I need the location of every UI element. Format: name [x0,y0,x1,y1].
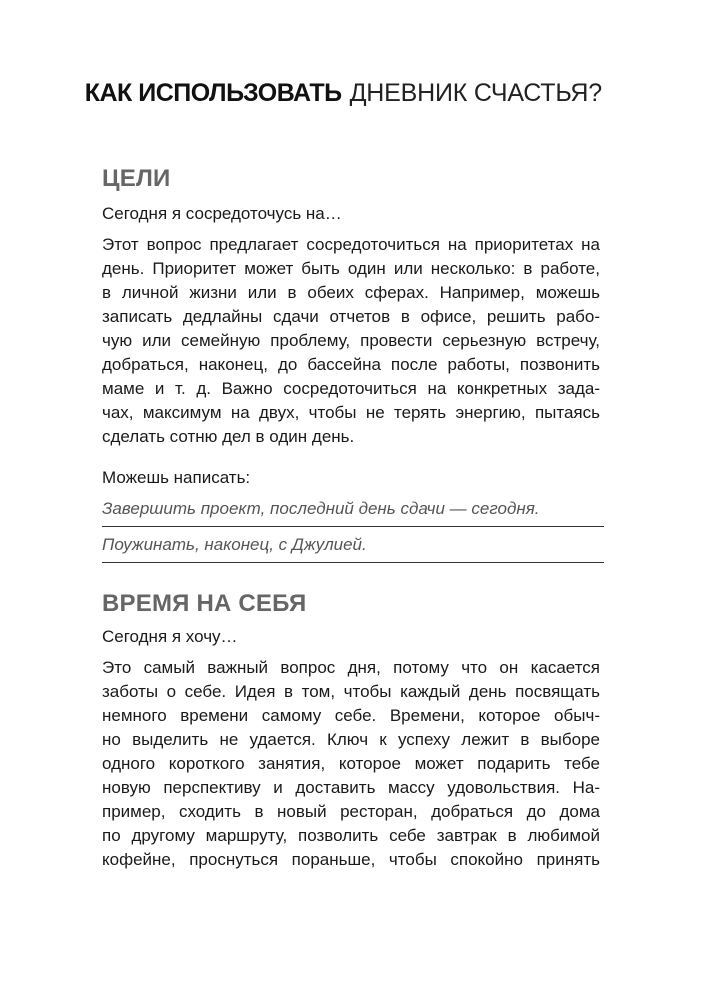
paragraph-line: заботы о себе. Идея в том, чтобы каждый день посвящать [102,682,600,701]
running-head [85,78,602,108]
section-title-goals: ЦЕЛИ [102,165,171,192]
section-title-self-time: ВРЕМЯ НА СЕБЯ [102,590,307,617]
paragraph-line: новую перспективу и доставить массу удовольствия. На- [102,778,600,797]
paragraph-line: маме и т. д. Важно сосредоточиться на конкретных зада- [102,379,600,398]
paragraph-line: записать дедлайны сдачи отчетов в офисе, решить рабо- [102,307,600,326]
paragraph-line: но выделить не удается. Ключ к успеху лежит в выборе [102,730,600,749]
prompt-goals: Сегодня я сосредоточусь на… [102,204,342,223]
prompt-self-time: Сегодня я хочу… [102,627,238,646]
paragraph-self-time [102,656,600,872]
paragraph-line: чах, максимум на двух, чтобы не терять энергию, пытаясь [102,403,600,422]
paragraph-line: пример, сходить в новый ресторан, добраться до дома [102,802,600,821]
paragraph-line: в личной жизни или в обеих сферах. Например, можешь [102,283,600,302]
example-entry-1: Завершить проект, последний день сдачи — сегодня. [102,496,604,527]
paragraph-goals [102,233,600,449]
running-head-light: ДНЕВНИК СЧАСТЬЯ? [349,79,602,107]
paragraph-line: по другому маршруту, позволить себе завтрак в любимой [102,826,600,845]
paragraph-line: чую или семейную проблему, провести серьезную встречу, [102,331,600,350]
running-head-bold: КАК ИСПОЛЬЗОВАТЬ [84,79,342,107]
paragraph-line: добраться, наконец, до бассейна после работы, позвонить [102,355,600,374]
paragraph-line: кофейне, проснуться пораньше, чтобы спокойно принять [102,850,600,869]
paragraph-line: сделать сотню дел в один день. [102,427,355,446]
paragraph-line: день. Приоритет может быть один или несколько: в работе, [102,259,600,278]
example-label: Можешь написать: [102,468,251,487]
paragraph-line: немного времени самому себе. Времени, которое обыч- [102,706,600,725]
paragraph-line: Это самый важный вопрос дня, потому что он касается [102,658,600,677]
paragraph-line: одного короткого занятия, которое может подарить тебе [102,754,600,773]
example-entry-2: Поужинать, наконец, с Джулией. [102,532,604,563]
paragraph-line: Этот вопрос предлагает сосредоточиться на приоритетах на [102,235,600,254]
